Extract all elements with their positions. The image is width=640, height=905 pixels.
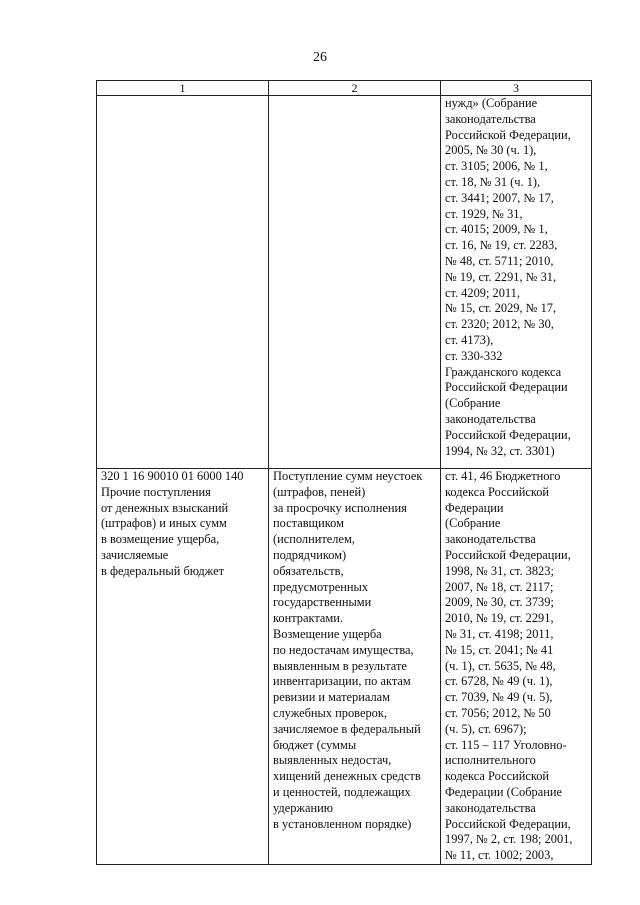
text-line: Российской Федерации, [445, 427, 571, 442]
text-line: (ч. 1), ст. 5635, № 48, [445, 658, 556, 673]
text-line: ст. 2320; 2012, № 30, [445, 317, 554, 332]
text-line: за просрочку исполнения [273, 500, 407, 515]
text-line: от денежных взысканий [101, 500, 229, 515]
text-line: Федерации [445, 500, 504, 515]
text-line: в установленном порядке) [273, 816, 412, 831]
text-line: № 19, ст. 2291, № 31, [445, 269, 557, 284]
table-row [97, 469, 592, 865]
text-line: в федеральный бюджет [101, 563, 224, 578]
text-line: 2007, № 18, ст. 2117; [445, 579, 554, 594]
text-line: Поступление сумм неустоек [273, 469, 423, 483]
text-line: 1998, № 31, ст. 3823; [445, 563, 554, 578]
document-table [96, 80, 592, 865]
page-number: 26 [313, 50, 327, 65]
row2-description-cell [269, 469, 441, 865]
text-line: предусмотренных [273, 579, 369, 594]
text-line: ст. 18, № 31 (ч. 1), [445, 174, 541, 189]
text-line: законодательства [445, 111, 536, 126]
row1-col1-cell [97, 96, 269, 469]
text-line: законодательства [445, 800, 536, 815]
text-line: ст. 16, № 19, ст. 2283, [445, 238, 558, 253]
text-line: № 11, ст. 1002; 2003, [445, 848, 554, 863]
text-line: ст. 3441; 2007, № 17, [445, 190, 554, 205]
text-line: поставщиком [273, 516, 344, 531]
text-line: Российской Федерации, [445, 547, 571, 562]
text-line: служебных проверок, [273, 705, 387, 720]
text-line: ст. 4173), [445, 332, 494, 347]
text-line: 1997, № 2, ст. 198; 2001, [445, 832, 573, 847]
text-line: № 15, ст. 2041; № 41 [445, 642, 554, 657]
text-line: (штрафов) и иных сумм [101, 516, 227, 531]
text-line: в возмещение ущерба, [101, 532, 220, 547]
row1-col3-cell [441, 96, 592, 469]
text-line: государственными [273, 595, 372, 610]
text-line: (ч. 5), ст. 6967); [445, 721, 527, 736]
text-line: обязательств, [273, 563, 344, 578]
text-line: Гражданского кодекса [445, 364, 562, 379]
text-line: ст. 3105; 2006, № 1, [445, 159, 548, 174]
row2-code-and-name-cell [97, 469, 269, 865]
text-line: удержанию [273, 800, 333, 815]
column-header-2: 2 [269, 81, 441, 96]
text-line: ст. 330-332 [445, 348, 503, 363]
text-line: законодательства [445, 411, 536, 426]
text-line: подрядчиком) [273, 547, 347, 562]
text-line: зачисляемые [101, 547, 169, 562]
text-line: законодательства [445, 532, 536, 547]
text-line: исполнительного [445, 753, 536, 768]
text-line: № 31, ст. 4198; 2011, [445, 626, 554, 641]
text-line: ст. 4015; 2009, № 1, [445, 222, 548, 237]
text-line: выявленных недостач, [273, 753, 392, 768]
text-line: ст. 41, 46 Бюджетного [445, 469, 561, 483]
text-line: ст. 4209; 2011, [445, 285, 520, 300]
text-line: Прочие поступления [101, 484, 211, 499]
text-line: Федерации (Собрание [445, 784, 562, 799]
text-line: Возмещение ущерба [273, 626, 382, 641]
text-line: 2010, № 19, ст. 2291, [445, 611, 554, 626]
text-line: (штрафов, пеней) [273, 484, 366, 499]
text-line: (Собрание [445, 516, 501, 531]
text-line: № 48, ст. 5711; 2010, [445, 253, 554, 268]
row2-legal-basis-cell [441, 469, 592, 865]
text-line: хищений денежных средств [273, 769, 421, 784]
text-line: по недостачам имущества, [273, 642, 414, 657]
text-line: ст. 6728, № 49 (ч. 1), [445, 674, 553, 689]
text-line: Российской Федерации [445, 380, 568, 395]
text-line: (исполнителем, [273, 532, 355, 547]
row1-col2-cell [269, 96, 441, 469]
text-line: 320 1 16 90010 01 6000 140 [101, 469, 244, 483]
text-line: контрактами. [273, 611, 343, 626]
text-line: кодекса Российской [445, 484, 550, 499]
text-line: нужд» (Собрание [445, 96, 538, 110]
text-line: № 15, ст. 2029, № 17, [445, 301, 557, 316]
text-line: бюджет (суммы [273, 737, 357, 752]
column-header-1: 1 [97, 81, 269, 96]
table-header-row [97, 81, 592, 96]
table-row [97, 96, 592, 469]
text-line: (Собрание [445, 396, 501, 411]
text-line: 1994, № 32, ст. 3301) [445, 443, 555, 458]
text-line: 2009, № 30, ст. 3739; [445, 595, 554, 610]
text-line: Российской Федерации, [445, 127, 571, 142]
text-line: ст. 7056; 2012, № 50 [445, 705, 551, 720]
column-header-3: 3 [441, 81, 592, 96]
text-line: Российской Федерации, [445, 816, 571, 831]
text-line: ст. 7039, № 49 (ч. 5), [445, 690, 553, 705]
text-line: 2005, № 30 (ч. 1), [445, 143, 537, 158]
text-line: ст. 115 – 117 Уголовно- [445, 737, 567, 752]
text-line: зачисляемое в федеральный [273, 721, 421, 736]
text-line: кодекса Российской [445, 769, 550, 784]
text-line: ревизии и материалам [273, 690, 390, 705]
text-line: ст. 1929, № 31, [445, 206, 523, 221]
text-line: выявленным в результате [273, 658, 407, 673]
text-line: и ценностей, подлежащих [273, 784, 411, 799]
text-line: инвентаризации, по актам [273, 674, 411, 689]
